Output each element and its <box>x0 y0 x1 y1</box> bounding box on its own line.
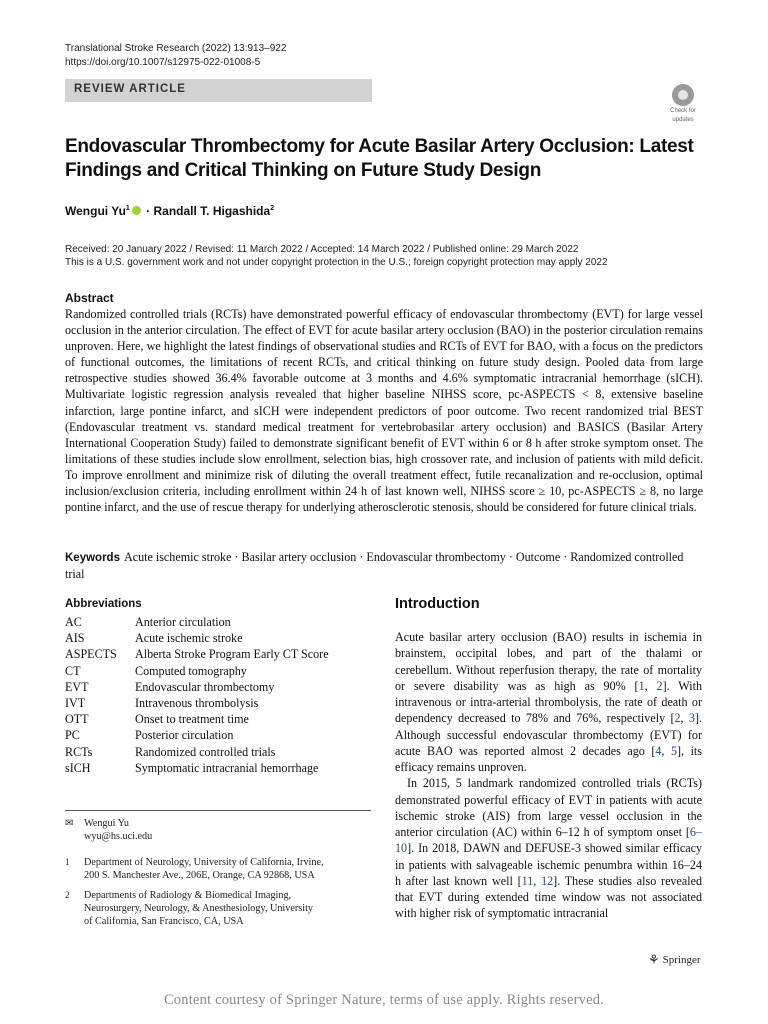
abstract-heading: Abstract <box>65 291 114 305</box>
affiliation-2-line-1: Departments of Radiology & Biomedical Imaging, <box>84 890 292 901</box>
citation-link[interactable]: 4 <box>655 743 662 758</box>
affiliation-2-line-2: Neurosurgery, Neurology, & Anesthesiology, University <box>84 903 313 914</box>
citation-link[interactable]: 1 <box>638 678 645 693</box>
corresponding-author <box>65 817 152 843</box>
journal-line: Translational Stroke Research (2022) 13:913–922 <box>65 43 287 54</box>
corresponding-email[interactable]: wyu@hs.uci.edu <box>84 831 153 842</box>
citation-link[interactable]: 5 <box>670 743 677 758</box>
citation-link[interactable]: 2 <box>656 678 663 693</box>
citation-link[interactable]: 6–10 <box>395 825 702 856</box>
abbreviation-definition: Symptomatic intracranial hemorrhage <box>135 760 319 775</box>
affiliation-1-line-1: Department of Neurology, University of California, Irvine, <box>84 857 324 868</box>
abbreviation-term: IVT <box>65 696 86 711</box>
abbreviations-heading: Abbreviations <box>65 598 142 610</box>
check-for-updates-badge[interactable] <box>664 84 702 124</box>
introduction-paragraph-1 <box>395 629 702 775</box>
mail-icon: ✉ <box>65 818 74 829</box>
abbreviation-term: PC <box>65 728 80 743</box>
author-2-affiliation: 2 <box>270 205 275 212</box>
text-run: Acute basilar artery occlusion (BAO) results in ischemia in brainstem, occipital lobes, and part of the thalami or cerebellum. Without reperfusion therapy, the rate of mortality or severe disability was as high as 90% [ <box>395 630 702 693</box>
citation-link[interactable]: 3 <box>688 711 695 726</box>
abbreviation-row <box>65 614 385 630</box>
abbreviation-definition: Intravenous thrombolysis <box>135 696 259 711</box>
affiliation-2-line-3: of California, San Francisco, CA, USA <box>84 916 244 927</box>
abbreviation-definition: Acute ischemic stroke <box>135 631 243 646</box>
author-2[interactable]: Randall T. Higashida <box>153 204 271 218</box>
author-1[interactable]: Wengui Yu <box>65 204 126 218</box>
abbreviation-row <box>65 630 385 646</box>
content-credit: Content courtesy of Springer Nature, terms of use apply. Rights reserved. <box>163 992 605 1008</box>
article-type-band <box>65 79 372 102</box>
abbreviation-term: OTT <box>65 712 89 727</box>
text-run: ]. These studies also revealed that EVT during extended time window was not associated with higher risk of symptomatic intracranial <box>395 873 702 921</box>
date-history: Received: 20 January 2022 / Revised: 11 March 2022 / Accepted: 14 March 2022 / Published online: 29 March 2022 <box>65 244 579 255</box>
keywords <box>65 549 703 582</box>
abbreviation-row <box>65 695 385 711</box>
abbreviation-definition: Computed tomography <box>135 663 247 678</box>
footnote-divider <box>65 810 371 811</box>
author-1-affiliation: 1 <box>125 205 130 212</box>
abbreviations-list <box>65 614 385 776</box>
abbreviation-term: sICH <box>65 760 91 775</box>
affiliation-1 <box>65 856 324 882</box>
introduction-paragraph-2 <box>395 775 702 921</box>
abstract-text: Randomized controlled trials (RCTs) have demonstrated powerful efficacy of endovascular thrombectomy (EVT) for large vessel occlusion in the anterior circulation. The effect of EVT for acute basilar artery occlusion (BAO) in the posterior circulation remains unproven. Here, we highlight the latest findings of observational studies and RCTs of EVT for BAO, with a focus on the predictors of functional outcomes, the limitations of recent RCTs, and critical thinking on future study design. Pooled data from large retrospective studies showed 36.4% favorable outcome at 3 months and 4.6% symptomatic intracranial hemorrhage (sICH). Multivariate logistic regression analysis revealed that higher baseline NIHSS score, pc-ASPECTS < 8, extensive baseline infarction, large pontine infarct, and sICH were independent predictors of poor outcome. Two recent randomized trial BEST (Endovascular treatment vs. standard medical treatment for vertebrobasilar artery occlusion) and BASICS (Basilar Artery International Cooperation Study) failed to demonstrate significant benefit of EVT within 6 or 8 h after stroke symptom onset. The limitations of these studies include slow enrollment, selection bias, high crossover rate, and inclusion of patients with mild deficit. To improve enrollment and minimize risk of diluting the overall treatment effect, futile recanalization and re-occlusion, optimal inclusion/exclusion criteria, including enrollment within 24 h of last known well, NIHSS score ≥ 10, pc-ASPECTS ≥ 8, no large pontine infarct, and the use of rescue therapy for underlying atherosclerotic stenosis, should be considered for future clinical trials. <box>65 307 703 515</box>
citation-link[interactable]: 12 <box>541 873 554 888</box>
check-updates-icon <box>672 84 694 106</box>
abbreviation-term: RCTs <box>65 744 93 759</box>
abbreviation-definition: Endovascular thrombectomy <box>135 679 275 694</box>
abbreviation-term: CT <box>65 663 81 678</box>
article-title: Endovascular Thrombectomy for Acute Basilar Artery Occlusion: Latest Findings and Critical Thinking on Future Study Design <box>65 136 694 181</box>
author-list <box>65 204 274 218</box>
abbreviation-term: AIS <box>65 631 85 646</box>
corresponding-name: Wengui Yu <box>84 818 129 829</box>
abbreviation-row <box>65 727 385 743</box>
citation-link[interactable]: 2 <box>674 711 681 726</box>
orcid-icon[interactable] <box>132 206 141 215</box>
publisher-mark <box>648 952 701 968</box>
abbreviation-row <box>65 760 385 776</box>
abbreviation-definition: Onset to treatment time <box>135 712 249 727</box>
publication-history <box>65 243 705 269</box>
text-run: , <box>644 678 657 693</box>
keywords-label: Keywords <box>65 552 120 564</box>
abbreviation-term: AC <box>65 615 82 629</box>
affiliation-1-number: 1 <box>65 857 70 867</box>
article-type-label: REVIEW ARTICLE <box>74 83 186 95</box>
introduction-body <box>395 629 702 922</box>
affiliation-2-number: 2 <box>65 890 70 900</box>
abbreviation-row <box>65 646 385 662</box>
text-run: ]. Although successful endovascular thrombectomy (EVT) for acute BAO was reported almost 2 decades ago [ <box>395 711 703 758</box>
abbreviation-row <box>65 711 385 727</box>
text-run: ], its efficacy remains unproven. <box>395 743 702 774</box>
citation-link[interactable]: 11 <box>521 873 534 888</box>
publisher-name: Springer <box>662 954 701 966</box>
abbreviation-definition: Alberta Stroke Program Early CT Score <box>135 647 329 662</box>
affiliation-2 <box>65 889 313 928</box>
text-run: ]. In 2018, DAWN and DEFUSE-3 showed similar efficacy in patients with salvageable ischemic penumbra within 16–24 h after last known well [ <box>395 841 702 888</box>
text-run: , <box>680 711 689 726</box>
abbreviation-definition: Randomized controlled trials <box>135 744 276 759</box>
copyright-note: This is a U.S. government work and not under copyright protection in the U.S.; foreign copyright protection may apply 2022 <box>65 257 608 268</box>
doi-link[interactable]: https://doi.org/10.1007/s12975-022-01008-5 <box>65 57 261 68</box>
author-separator: · <box>142 204 154 218</box>
abbreviation-term: EVT <box>65 679 89 694</box>
check-updates-label-2: updates <box>672 117 694 123</box>
text-run: In 2015, 5 landmark randomized controlled trials (RCTs) demonstrated powerful efficacy of EVT in patients with acute ischemic stroke (AIS) from large vessel occlusion in the anterior circulation (AC) within 6–12 h of symptom onset [ <box>395 776 702 839</box>
text-run: , <box>533 873 542 888</box>
abbreviation-definition: Anterior circulation <box>135 615 231 629</box>
text-run: ]. With intravenous or intra-arterial thrombolysis, the rate of death or dependency decreased to 78% and 76%, respectively [ <box>395 678 702 726</box>
journal-citation <box>65 42 286 70</box>
abbreviation-term: ASPECTS <box>65 647 117 662</box>
springer-horse-icon: ⚘ <box>648 952 660 967</box>
affiliation-1-line-2: 200 S. Manchester Ave., 206E, Orange, CA 92868, USA <box>84 870 315 881</box>
abbreviation-row <box>65 744 385 760</box>
text-run: , <box>661 743 671 758</box>
abbreviation-definition: Posterior circulation <box>135 728 234 743</box>
introduction-heading: Introduction <box>395 596 480 612</box>
check-updates-label-1: Check for <box>670 108 696 114</box>
abbreviation-row <box>65 679 385 695</box>
keywords-text: Acute ischemic stroke · Basilar artery occlusion · Endovascular thrombectomy · Outcome · Randomized controlled trial <box>65 550 684 582</box>
abbreviation-row <box>65 663 385 679</box>
